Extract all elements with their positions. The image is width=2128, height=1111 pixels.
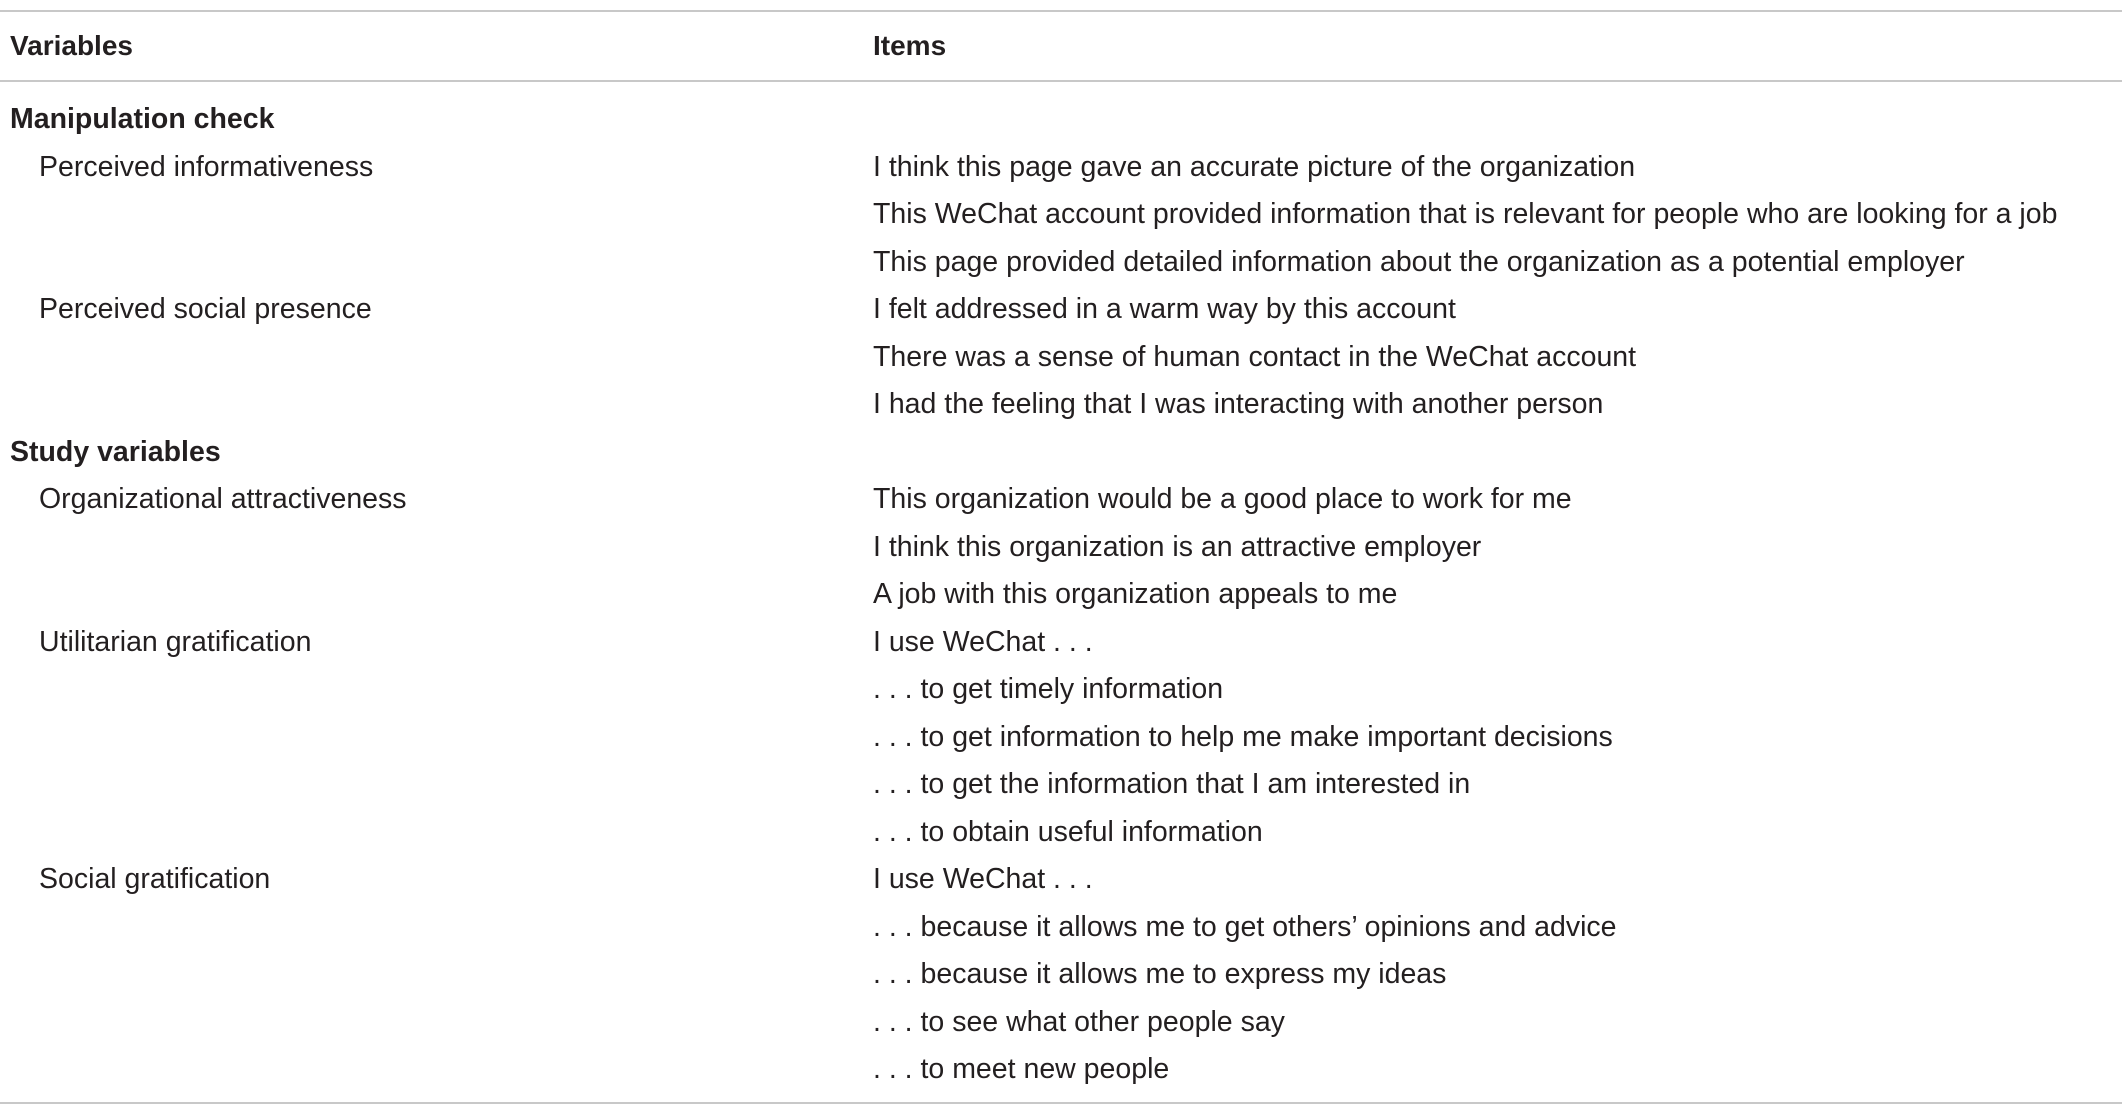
table-row bbox=[0, 476, 2122, 524]
table-row bbox=[0, 951, 2122, 999]
header-items: Items bbox=[873, 30, 947, 61]
table-row bbox=[0, 381, 2122, 429]
section-row bbox=[0, 429, 2122, 477]
item-cell: I use WeChat . . . bbox=[873, 863, 1093, 895]
table-row bbox=[0, 809, 2122, 857]
table-row bbox=[0, 714, 2122, 762]
table-header-rule bbox=[0, 80, 2122, 82]
variable-cell: Perceived informativeness bbox=[39, 150, 374, 183]
table-bottom-rule bbox=[0, 1102, 2122, 1104]
variable-cell: Organizational attractiveness bbox=[39, 483, 407, 515]
section-heading: Manipulation check bbox=[10, 103, 275, 135]
table-row bbox=[0, 524, 2122, 572]
item-cell: . . . to see what other people say bbox=[873, 1005, 1285, 1038]
table-row bbox=[0, 856, 2122, 904]
item-cell: This organization would be a good place to work for me bbox=[873, 483, 1572, 515]
table-row bbox=[0, 334, 2122, 382]
table-row bbox=[0, 286, 2122, 334]
variable-cell: Perceived social presence bbox=[39, 293, 372, 325]
item-cell: I had the feeling that I was interacting with another person bbox=[873, 388, 1604, 420]
table-top-rule bbox=[0, 10, 2122, 12]
item-cell: . . . to obtain useful information bbox=[873, 815, 1263, 848]
table-header-row bbox=[0, 28, 2122, 64]
table-row bbox=[0, 191, 2122, 239]
item-cell: . . . to get timely information bbox=[873, 673, 1224, 705]
item-cell: . . . to get the information that I am interested in bbox=[873, 768, 1471, 800]
item-cell: I use WeChat . . . bbox=[873, 625, 1093, 658]
item-cell: This WeChat account provided information that is relevant for people who are looking for a job bbox=[873, 198, 2058, 230]
item-cell: A job with this organization appeals to me bbox=[873, 578, 1398, 610]
table-row bbox=[0, 761, 2122, 809]
item-cell: There was a sense of human contact in the WeChat account bbox=[873, 340, 1637, 373]
variable-cell: Utilitarian gratification bbox=[39, 625, 312, 658]
item-cell: . . . to meet new people bbox=[873, 1053, 1170, 1085]
item-cell: I think this organization is an attractive employer bbox=[873, 530, 1482, 563]
table-row bbox=[0, 1046, 2122, 1094]
section-row bbox=[0, 96, 2122, 144]
table-body bbox=[0, 96, 2122, 1094]
section-heading: Study variables bbox=[10, 435, 221, 468]
variable-cell: Social gratification bbox=[39, 863, 271, 895]
item-cell: I felt addressed in a warm way by this account bbox=[873, 293, 1456, 325]
table-row bbox=[0, 571, 2122, 619]
item-cell: . . . because it allows me to get others’ opinions and advice bbox=[873, 910, 1617, 943]
item-cell: . . . to get information to help me make important decisions bbox=[873, 720, 1613, 753]
table-row bbox=[0, 999, 2122, 1047]
item-cell: This page provided detailed information about the organization as a potential employer bbox=[873, 245, 1965, 278]
item-cell: I think this page gave an accurate picture of the organization bbox=[873, 150, 1636, 183]
table-row bbox=[0, 619, 2122, 667]
table-row bbox=[0, 904, 2122, 952]
table-row bbox=[0, 144, 2122, 192]
table-row bbox=[0, 239, 2122, 287]
item-cell: . . . because it allows me to express my ideas bbox=[873, 958, 1447, 990]
table-row bbox=[0, 666, 2122, 714]
header-variables: Variables bbox=[10, 30, 133, 61]
